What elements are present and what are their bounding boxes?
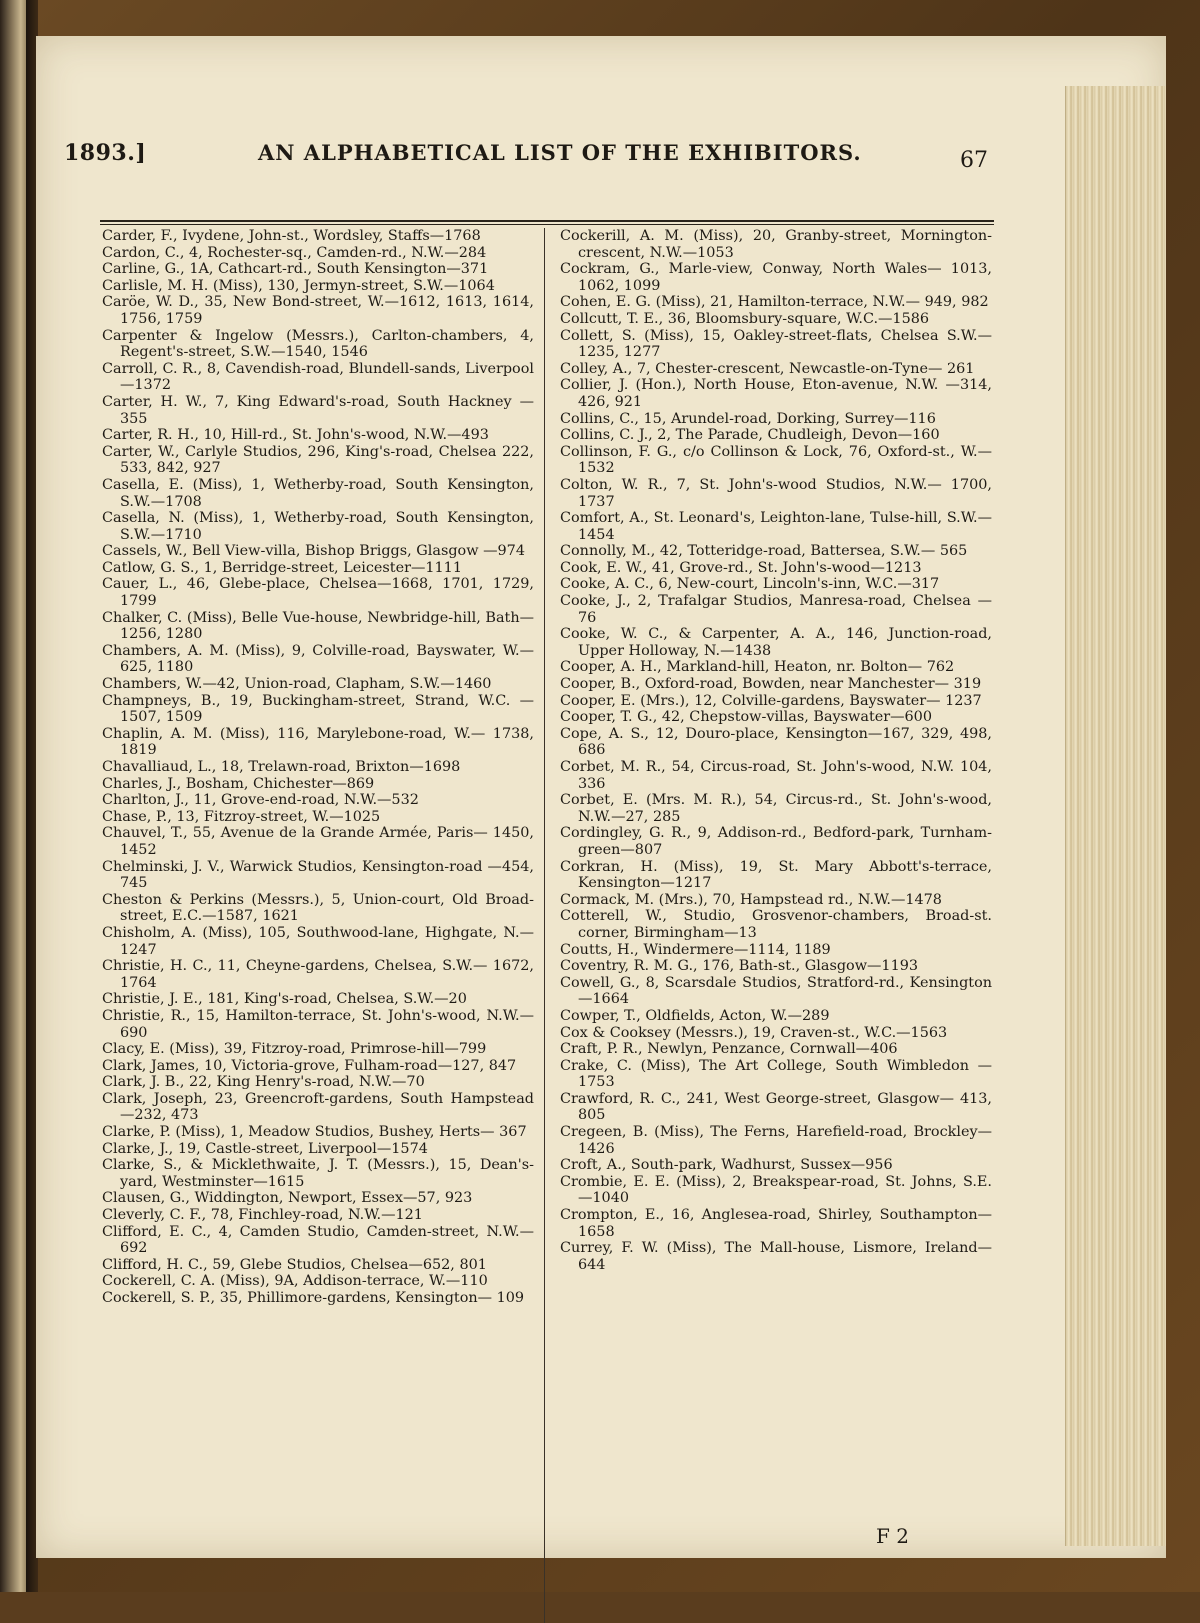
exhibitor-entry: Clark, Joseph, 23, Greencroft-gardens, South Hampstead—232, 473 [102,1090,534,1124]
exhibitor-entry: Cooper, A. H., Markland-hill, Heaton, nr. Bolton— 762 [560,659,955,676]
exhibitor-entry: Christie, J. E., 181, King's-road, Chelsea, S.W.—20 [102,991,467,1008]
exhibitor-entry: Chase, P., 13, Fitzroy-street, W.—1025 [102,808,381,825]
exhibitor-entry: Crawford, R. C., 241, West George-street, Glasgow— 413, 805 [560,1090,992,1124]
exhibitor-entry: Currey, F. W. (Miss), The Mall-house, Lismore, Ireland—644 [560,1240,992,1273]
header-title: AN ALPHABETICAL LIST OF THE EXHIBITORS. [258,140,862,165]
exhibitor-entry: Clausen, G., Widdington, Newport, Essex—57, 923 [102,1190,473,1207]
exhibitor-entry: Casella, E. (Miss), 1, Wetherby-road, South Kensington, S.W.—1708 [102,476,534,510]
exhibitor-entry: Corbet, M. R., 54, Circus-road, St. John's-wood, N.W. 104, 336 [560,759,992,792]
exhibitor-entry: Casella, N. (Miss), 1, Wetherby-road, South Kensington, S.W.—1710 [102,510,534,543]
header-year: 1893.] [64,140,147,166]
exhibitor-entry: Coutts, H., Windermere—1114, 1189 [560,941,831,958]
header-rule [100,220,994,222]
exhibitor-entry: Colley, A., 7, Chester-crescent, Newcastle-on-Tyne— 261 [560,360,975,377]
exhibitor-entry: Cope, A. S., 12, Douro-place, Kensington—167, 329, 498, 686 [560,725,992,759]
exhibitor-entry: Carter, W., Carlyle Studios, 296, King's-road, Chelsea 222, 533, 842, 927 [102,443,534,477]
exhibitor-entry: Craft, P. R., Newlyn, Penzance, Cornwall—406 [560,1041,898,1058]
exhibitor-entry: Cockerill, A. M. (Miss), 20, Granby-street, Mornington-crescent, N.W.—1053 [560,228,992,261]
exhibitor-entry: Cooke, A. C., 6, New-court, Lincoln's-inn, W.C.—317 [560,576,940,593]
exhibitor-entry: Chaplin, A. M. (Miss), 116, Marylebone-road, W.— 1738, 1819 [102,725,534,759]
exhibitor-entry: Clifford, H. C., 59, Glebe Studios, Chelsea—652, 801 [102,1256,487,1273]
exhibitor-entry: Cockram, G., Marle-view, Conway, North Wales— 1013, 1062, 1099 [560,261,992,294]
exhibitor-entry: Carter, R. H., 10, Hill-rd., St. John's-wood, N.W.—493 [102,427,489,444]
exhibitor-entry: Colton, W. R., 7, St. John's-wood Studios, N.W.— 1700, 1737 [560,476,992,510]
column-divider [544,228,545,1623]
exhibitor-entry: Coventry, R. M. G., 176, Bath-st., Glasgow—1193 [560,958,919,975]
exhibitor-entry: Clark, J. B., 22, King Henry's-road, N.W.—70 [102,1074,425,1091]
exhibitor-entry: Cleverly, C. F., 78, Finchley-road, N.W.—121 [102,1207,423,1224]
exhibitor-entry: Cormack, M. (Mrs.), 70, Hampstead rd., N.W.—1478 [560,891,942,908]
exhibitor-entry: Clark, James, 10, Victoria-grove, Fulham-road—127, 847 [102,1057,517,1074]
exhibitor-entry: Corkran, H. (Miss), 19, St. Mary Abbott's-terrace, Kensington—1217 [560,858,992,892]
exhibitor-entry: Carroll, C. R., 8, Cavendish-road, Blundell-sands, Liverpool—1372 [102,360,534,394]
exhibitor-entry: Cowper, T., Oldfields, Acton, W.—289 [560,1007,830,1024]
exhibitor-entry: Carpenter & Ingelow (Messrs.), Carlton-chambers, 4, Regent's-street, S.W.—1540, 1546 [102,327,534,361]
exhibitor-entry: Croft, A., South-park, Wadhurst, Sussex—956 [560,1157,893,1174]
book-page [36,36,1166,1558]
exhibitor-entry: Christie, R., 15, Hamilton-terrace, St. John's-wood, N.W.—690 [102,1007,534,1041]
exhibitor-entry: Clacy, E. (Miss), 39, Fitzroy-road, Primrose-hill—799 [102,1041,487,1058]
exhibitor-entry: Collett, S. (Miss), 15, Oakley-street-flats, Chelsea S.W.—1235, 1277 [560,327,992,361]
exhibitor-entry: Chavalliaud, L., 18, Trelawn-road, Brixton—1698 [102,759,461,775]
exhibitor-entry: Crombie, E. E. (Miss), 2, Breakspear-road, St. Johns, S.E.—1040 [560,1173,992,1207]
exhibitor-entry: Cox & Cooksey (Messrs.), 19, Craven-st., W.C.—1563 [560,1024,948,1041]
exhibitor-entry: Collins, C. J., 2, The Parade, Chudleigh, Devon—160 [560,427,940,444]
exhibitor-entry: Cook, E. W., 41, Grove-rd., St. John's-wood—1213 [560,559,922,576]
exhibitor-entry: Chisholm, A. (Miss), 105, Southwood-lane, Highgate, N.—1247 [102,924,534,958]
header-rule-thin [100,224,994,225]
exhibitor-entry: Cohen, E. G. (Miss), 21, Hamilton-terrace, N.W.— 949, 982 [560,294,989,311]
exhibitor-entry: Clarke, P. (Miss), 1, Meadow Studios, Bushey, Herts— 367 [102,1124,527,1141]
exhibitor-entry: Connolly, M., 42, Totteridge-road, Battersea, S.W.— 565 [560,543,968,560]
exhibitor-entry: Clarke, S., & Micklethwaite, J. T. (Messrs.), 15, Dean's-yard, Westminster—1615 [102,1157,534,1190]
exhibitor-entry: Cooper, T. G., 42, Chepstow-villas, Bayswater—600 [560,709,932,726]
exhibitor-entry: Cooper, B., Oxford-road, Bowden, near Manchester— 319 [560,676,982,693]
exhibitor-entry: Collinson, F. G., c/o Collinson & Lock, 76, Oxford-st., W.—1532 [560,443,992,477]
exhibitor-entry: Charles, J., Bosham, Chichester—869 [102,775,375,792]
exhibitor-entry: Charlton, J., 11, Grove-end-road, N.W.—532 [102,792,419,809]
right-column [560,228,992,1273]
left-page-edge [0,0,26,1592]
exhibitor-entry: Cowell, G., 8, Scarsdale Studios, Stratford-rd., Kensington—1664 [560,974,992,1008]
exhibitor-entry: Cauer, L., 46, Glebe-place, Chelsea—1668, 1701, 1729, 1799 [102,576,534,610]
exhibitor-entry: Collins, C., 15, Arundel-road, Dorking, Surrey—116 [560,410,936,427]
exhibitor-entry: Cassels, W., Bell View-villa, Bishop Briggs, Glasgow —974 [102,543,525,560]
exhibitor-entry: Crompton, E., 16, Anglesea-road, Shirley, Southampton—1658 [560,1207,992,1240]
exhibitor-entry: Caröe, W. D., 35, New Bond-street, W.—1612, 1613, 1614, 1756, 1759 [102,294,534,327]
exhibitor-entry: Cotterell, W., Studio, Grosvenor-chambers, Broad-st. corner, Birmingham—13 [560,908,992,941]
exhibitor-entry: Cockerell, C. A. (Miss), 9A, Addison-terrace, W.—110 [102,1273,488,1290]
exhibitor-entry: Carter, H. W., 7, King Edward's-road, South Hackney —355 [102,393,534,427]
exhibitor-entry: Champneys, B., 19, Buckingham-street, Strand, W.C. —1507, 1509 [102,692,534,726]
signature-mark: F 2 [876,1524,909,1548]
exhibitor-entry: Chauvel, T., 55, Avenue de la Grande Armée, Paris— 1450, 1452 [102,825,534,858]
page-fore-edge [1065,86,1166,1546]
exhibitor-entry: Collcutt, T. E., 36, Bloomsbury-square, W.C.—1586 [560,310,930,327]
exhibitor-entry: Clifford, E. C., 4, Camden Studio, Camden-street, N.W.—692 [102,1223,534,1257]
exhibitor-entry: Carline, G., 1A, Cathcart-rd., South Kensington—371 [102,261,489,278]
running-header [64,136,1014,176]
exhibitor-entry: Carlisle, M. H. (Miss), 130, Jermyn-street, S.W.—1064 [102,277,495,294]
page-number: 67 [960,148,988,173]
exhibitor-entry: Chalker, C. (Miss), Belle Vue-house, Newbridge-hill, Bath—1256, 1280 [102,609,534,643]
exhibitor-entry: Cooper, E. (Mrs.), 12, Colville-gardens, Bayswater— 1237 [560,692,982,709]
exhibitor-entry: Cordingley, G. R., 9, Addison-rd., Bedford-park, Turnham-green—807 [560,825,992,858]
exhibitor-entry: Chambers, W.—42, Union-road, Clapham, S.W.—1460 [102,676,492,693]
exhibitor-entry: Christie, H. C., 11, Cheyne-gardens, Chelsea, S.W.— 1672, 1764 [102,958,534,991]
exhibitor-entry: Collier, J. (Hon.), North House, Eton-avenue, N.W. —314, 426, 921 [560,377,992,410]
exhibitor-entry: Carder, F., Ivydene, John-st., Wordsley, Staffs—1768 [102,228,481,244]
left-column [102,228,534,1307]
exhibitor-entry: Cardon, C., 4, Rochester-sq., Camden-rd., N.W.—284 [102,244,487,261]
exhibitor-entry: Cheston & Perkins (Messrs.), 5, Union-court, Old Broad-street, E.C.—1587, 1621 [102,891,534,925]
exhibitor-entry: Clarke, J., 19, Castle-street, Liverpool—1574 [102,1140,428,1157]
exhibitor-entry: Cockerell, S. P., 35, Phillimore-gardens, Kensington— 109 [102,1290,525,1306]
exhibitor-entry: Catlow, G. S., 1, Berridge-street, Leicester—1111 [102,559,462,576]
exhibitor-entry: Chambers, A. M. (Miss), 9, Colville-road, Bayswater, W.—625, 1180 [102,642,534,676]
exhibitor-entry: Cregeen, B. (Miss), The Ferns, Harefield-road, Brockley—1426 [560,1124,992,1157]
exhibitor-entry: Crake, C. (Miss), The Art College, South Wimbledon —1753 [560,1057,992,1091]
exhibitor-entry: Corbet, E. (Mrs. M. R.), 54, Circus-rd., St. John's-wood, N.W.—27, 285 [560,792,992,825]
exhibitor-entry: Cooke, J., 2, Trafalgar Studios, Manresa-road, Chelsea —76 [560,593,992,626]
exhibitor-entry: Cooke, W. C., & Carpenter, A. A., 146, Junction-road, Upper Holloway, N.—1438 [560,626,992,659]
exhibitor-entry: Comfort, A., St. Leonard's, Leighton-lane, Tulse-hill, S.W.—1454 [560,510,992,543]
exhibitor-entry: Chelminski, J. V., Warwick Studios, Kensington-road —454, 745 [102,858,534,892]
